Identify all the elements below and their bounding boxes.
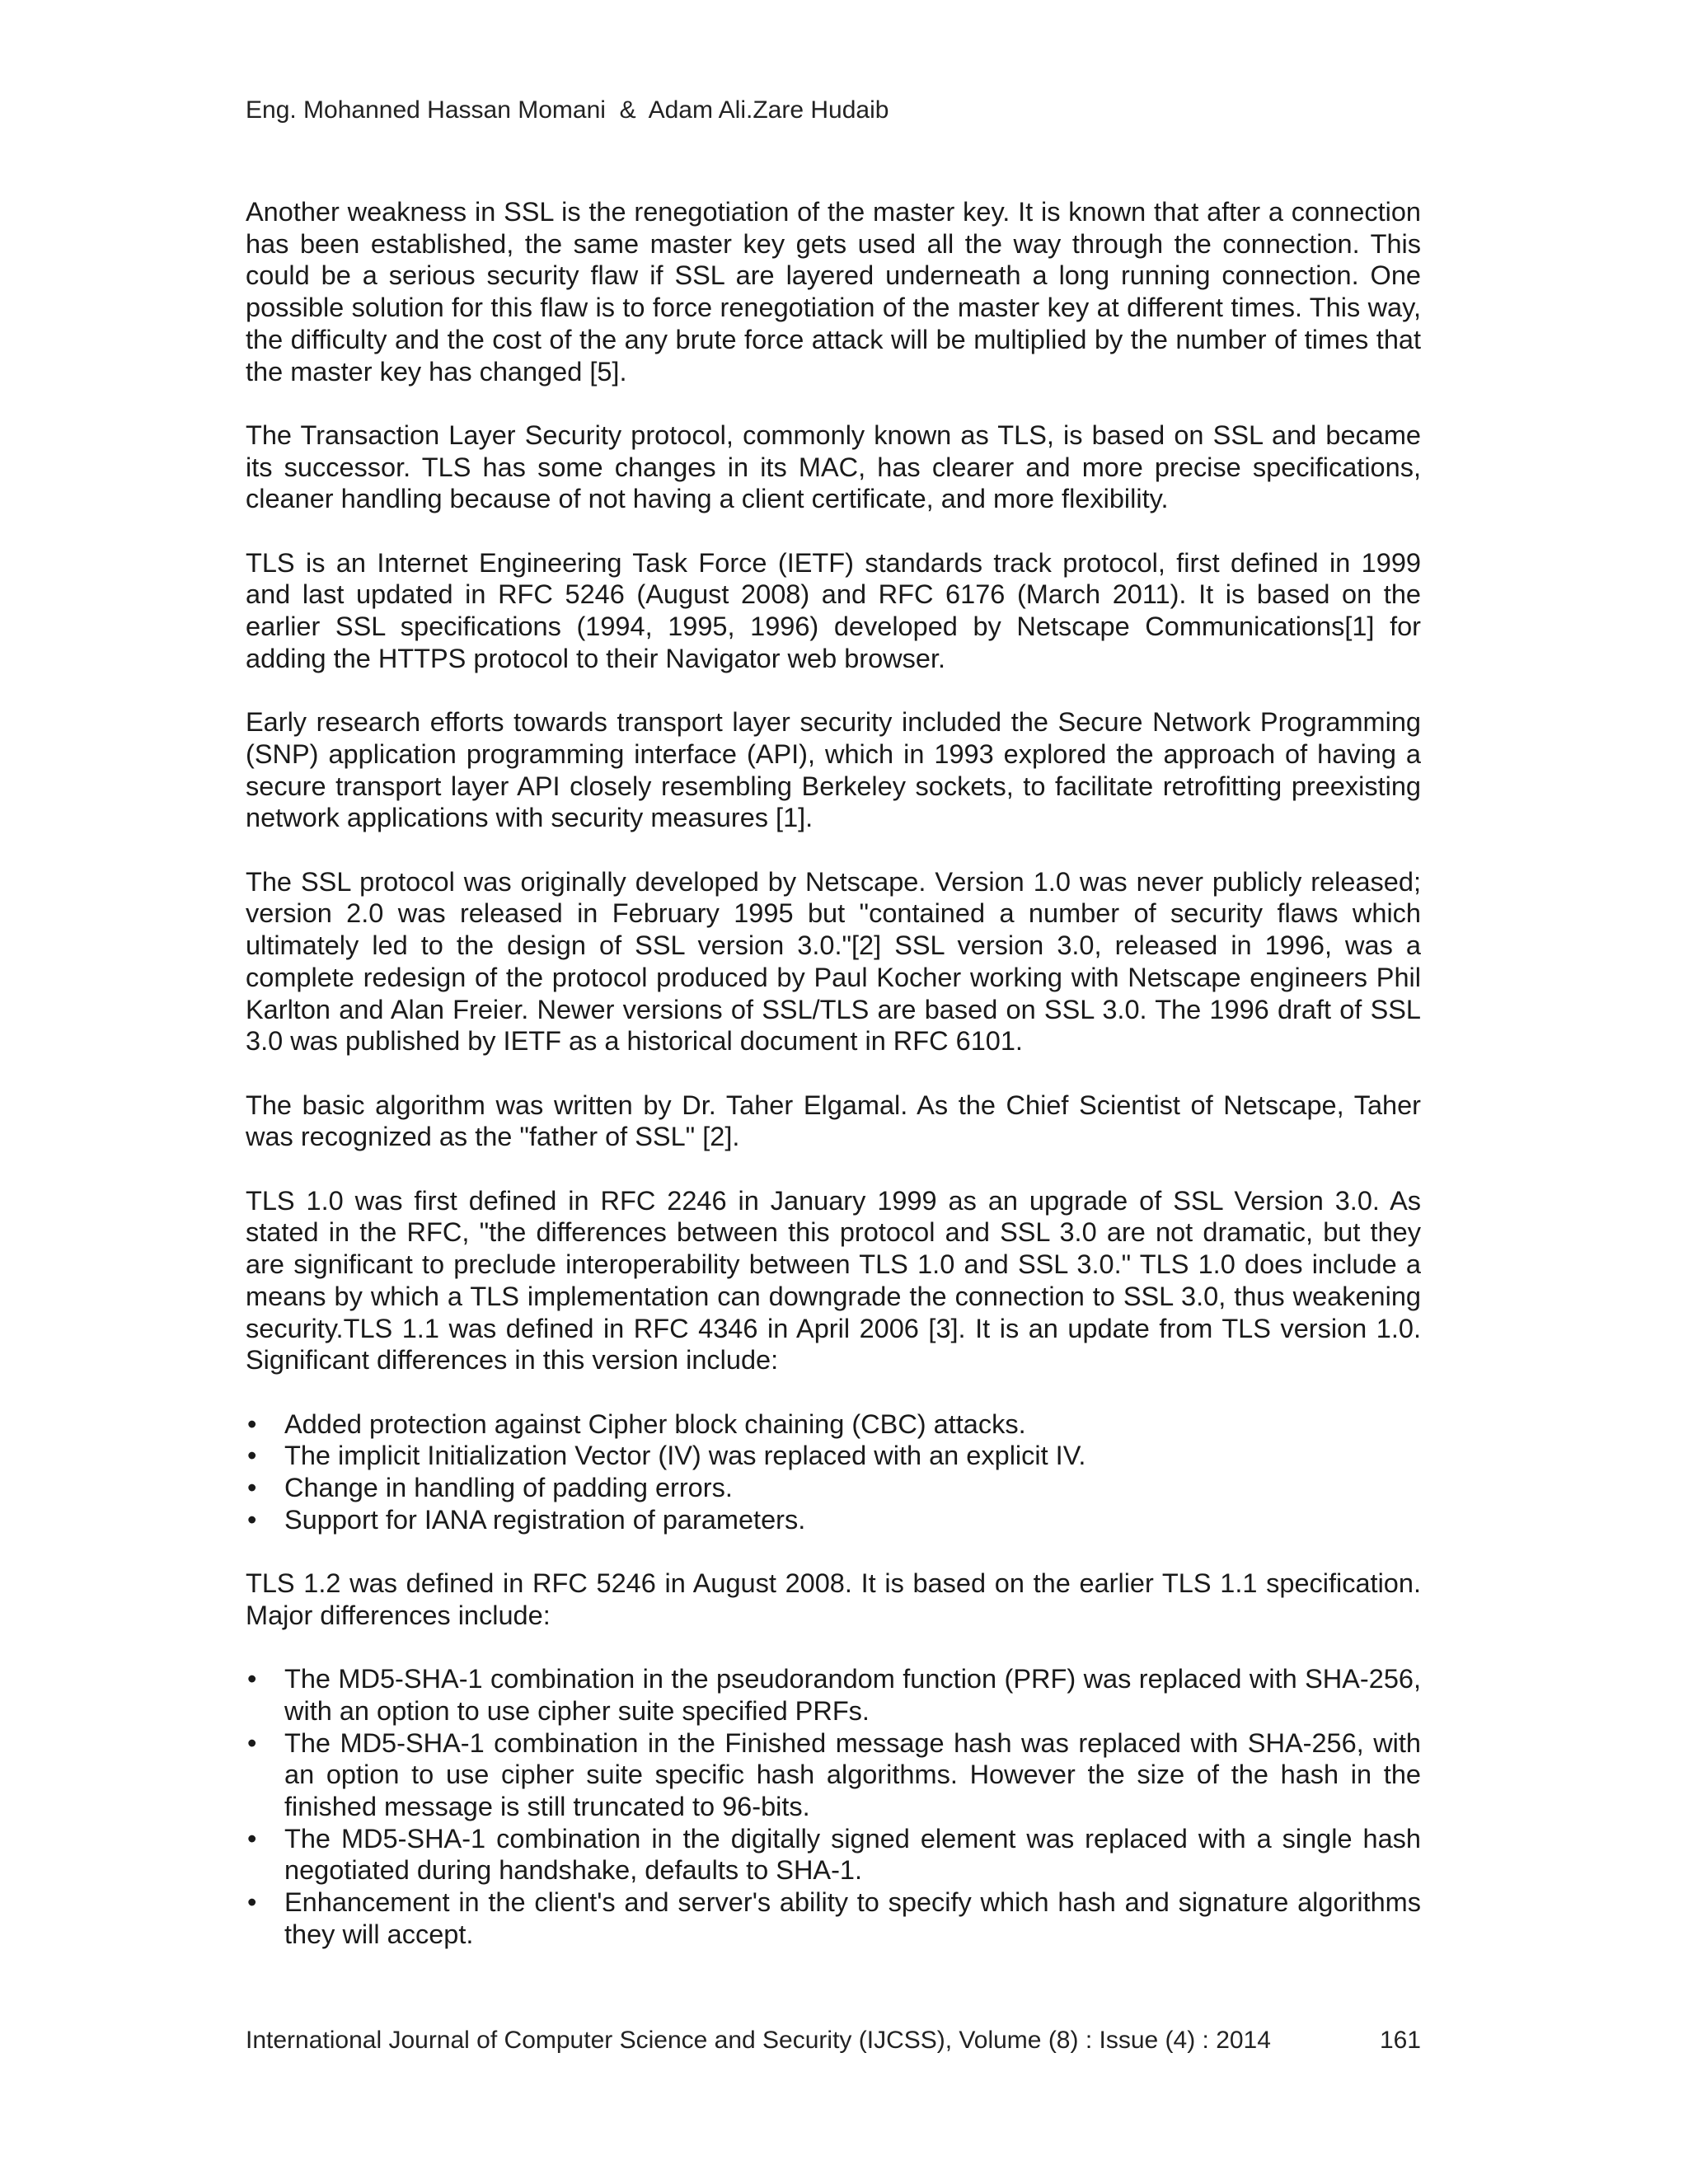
list-item	[246, 1408, 1421, 1441]
page-footer	[246, 2026, 1421, 2055]
list-item-text: The implicit Initialization Vector (IV) was replaced with an explicit IV.	[284, 1441, 1086, 1471]
paragraph-elgamal: The basic algorithm was written by Dr. Taher Elgamal. As the Chief Scientist of Netscape, Taher was recognized as the "father of SSL" [2].	[246, 1090, 1421, 1152]
journal-citation: International Journal of Computer Science and Security (IJCSS), Volume (8) : Issue (4) : 2014	[246, 2027, 1271, 2054]
bullet-icon: •	[247, 1664, 257, 1694]
bullet-icon: •	[247, 1887, 257, 1918]
page-number: 161	[1379, 2027, 1421, 2054]
list-item	[246, 1440, 1421, 1472]
paragraph-early-research: Early research efforts towards transport layer security included the Secure Network Programming (SNP) application programming interface (API), which in 1993 explored the approach of having a secure transport layer API closely resembling Berkeley sockets, to facilitate retrofitting preexisting network applications with security measures [1].	[246, 707, 1421, 833]
paragraph-ssl-history: The SSL protocol was originally developed by Netscape. Version 1.0 was never publicly released; version 2.0 was released in February 1995 but "contained a number of security flaws which ultimately led to the design of SSL version 3.0."[2] SSL version 3.0, released in 1996, was a complete redesign of the protocol produced by Paul Kocher working with Netscape engineers Phil Karlton and Alan Freier. Newer versions of SSL/TLS are based on SSL 3.0. The 1996 draft of SSL 3.0 was published by IETF as a historical document in RFC 6101.	[246, 866, 1421, 1057]
list-item-text: The MD5-SHA-1 combination in the pseudorandom function (PRF) was replaced with SHA-256, with an option to use cipher suite specified PRFs.	[284, 1664, 1421, 1726]
paragraph-tls-1-0: TLS 1.0 was first defined in RFC 2246 in January 1999 as an upgrade of SSL Version 3.0. As stated in the RFC, "the differences between this protocol and SSL 3.0 are not dramatic, but they are significant to preclude interoperability between TLS 1.0 and SSL 3.0." TLS 1.0 does include a means by which a TLS implementation can downgrade the connection to SSL 3.0, thus weakening security.TLS 1.1 was defined in RFC 4346 in April 2006 [3]. It is an update from TLS version 1.0. Significant differences in this version include:	[246, 1185, 1421, 1376]
paragraph-tls-successor: The Transaction Layer Security protocol, commonly known as TLS, is based on SSL and became its successor. TLS has some changes in its MAC, has clearer and more precise specifications, cleaner handling because of not having a client certificate, and more flexibility.	[246, 419, 1421, 514]
tls-1-1-differences-list	[246, 1408, 1421, 1536]
paragraph-tls-1-2: TLS 1.2 was defined in RFC 5246 in August 2008. It is based on the earlier TLS 1.1 specification. Major differences include:	[246, 1568, 1421, 1630]
list-item	[246, 1823, 1421, 1886]
list-item-text: Change in handling of padding errors.	[284, 1473, 733, 1503]
list-item	[246, 1663, 1421, 1727]
list-item-text: The MD5-SHA-1 combination in the digitally signed element was replaced with a single hash negotiated during handshake, defaults to SHA-1.	[284, 1823, 1421, 1886]
list-item	[246, 1886, 1421, 1950]
tls-1-2-differences-list	[246, 1663, 1421, 1950]
article-body	[246, 196, 1421, 1982]
list-item-text: The MD5-SHA-1 combination in the Finished message hash was replaced with SHA-256, with an option to use cipher suite specific hash algorithms. However the size of the hash in the finished message is still truncated to 96-bits.	[284, 1727, 1421, 1822]
bullet-icon: •	[247, 1408, 257, 1439]
bullet-icon: •	[247, 1441, 257, 1471]
bullet-icon: •	[247, 1727, 257, 1758]
running-header: Eng. Mohanned Hassan Momani & Adam Ali.Zare Hudaib	[246, 96, 889, 124]
list-item	[246, 1504, 1421, 1536]
paragraph-master-key-renegotiation: Another weakness in SSL is the renegotiation of the master key. It is known that after a connection has been established, the same master key gets used all the way through the connection. This could be a serious security flaw if SSL are layered underneath a long running connection. One possible solution for this flaw is to force renegotiation of the master key at different times. This way, the difficulty and the cost of the any brute force attack will be multiplied by the number of times that the master key has changed [5].	[246, 197, 1421, 387]
list-item	[246, 1727, 1421, 1823]
bullet-icon: •	[247, 1473, 257, 1503]
list-item	[246, 1472, 1421, 1504]
paragraph-tls-ietf: TLS is an Internet Engineering Task Force (IETF) standards track protocol, first defined in 1999 and last updated in RFC 5246 (August 2008) and RFC 6176 (March 2011). It is based on the earlier SSL specifications (1994, 1995, 1996) developed by Netscape Communications[1] for adding the HTTPS protocol to their Navigator web browser.	[246, 547, 1421, 673]
list-item-text: Added protection against Cipher block chaining (CBC) attacks.	[284, 1408, 1026, 1439]
list-item-text: Enhancement in the client's and server's ability to specify which hash and signature algorithms they will accept.	[284, 1887, 1421, 1949]
bullet-icon: •	[247, 1504, 257, 1535]
list-item-text: Support for IANA registration of parameters.	[284, 1504, 806, 1535]
bullet-icon: •	[247, 1823, 257, 1854]
